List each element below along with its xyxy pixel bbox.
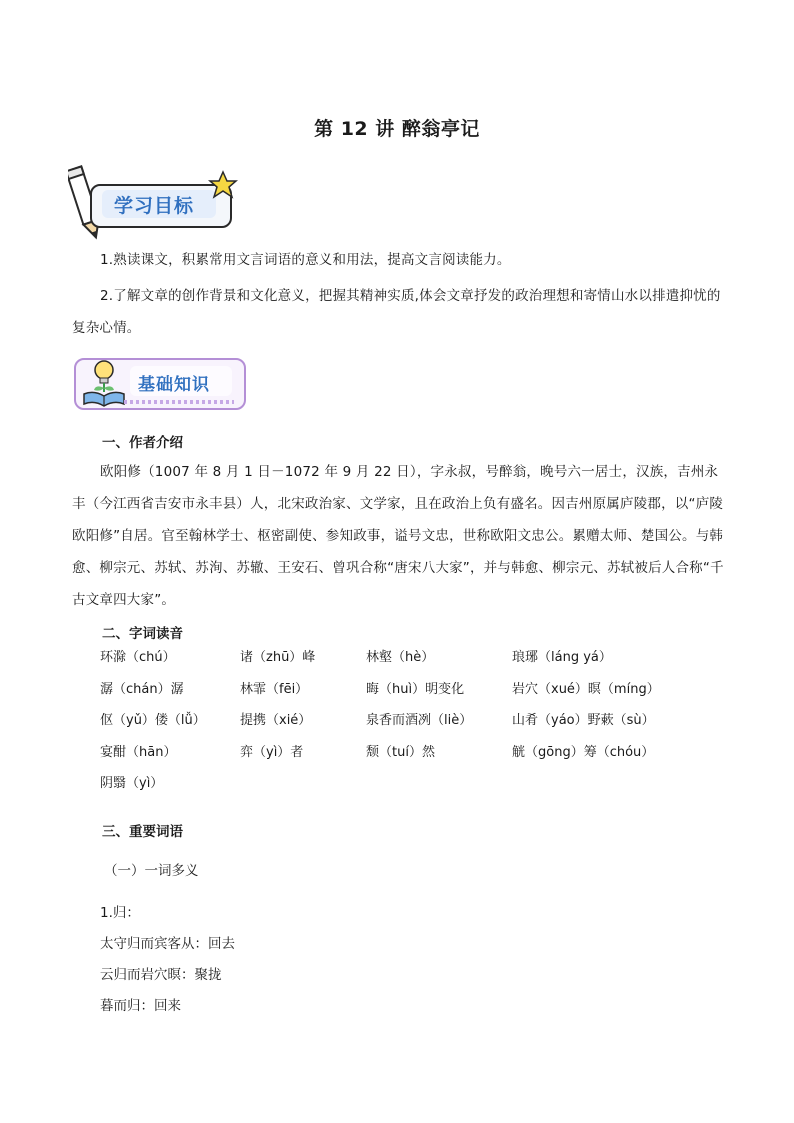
vocab-example: 暮而归：回来	[100, 998, 181, 1014]
pronunciation-item: 诸（zhū）峰	[240, 650, 316, 665]
vocab-example: 云归而岩穴暝：聚拢	[100, 967, 222, 983]
pronunciation-item: 提携（xié）	[240, 713, 312, 728]
pronunciation-item: 林霏（fēi）	[240, 681, 309, 697]
pronunciation-item: 泉香而酒冽（liè）	[366, 713, 473, 728]
section-author-heading: 一、作者介绍	[102, 435, 183, 451]
pronunciation-row	[100, 772, 720, 804]
pronunciation-item: 潺（chán）潺	[100, 681, 184, 697]
basic-knowledge-banner	[74, 356, 254, 414]
section-pronunciation-heading: 二、字词读音	[102, 626, 183, 642]
pronunciation-row	[100, 646, 720, 678]
vocab-example: 太守归而宾客从：回去	[100, 936, 235, 952]
pronunciation-item: 林壑（hè）	[366, 650, 435, 665]
book-bulb-icon	[78, 356, 130, 410]
pronunciation-item: 弈（yì）者	[240, 744, 304, 760]
page-title: 第 12 讲 醉翁亭记	[314, 118, 480, 140]
pronunciation-item: 岩穴（xué）暝（míng）	[512, 681, 660, 697]
pronunciation-item: 宴酣（hān）	[100, 744, 177, 760]
pronunciation-item: 山肴（yáo）野蔌（sù）	[512, 713, 655, 728]
learning-goals-banner	[68, 160, 238, 240]
goal-2: 2.了解文章的创作背景和文化意义，把握其精神实质,体会文章抒发的政治理想和寄情山水以排遣抑忧的复杂心情。	[72, 288, 721, 336]
pronunciation-row	[100, 709, 720, 741]
pronunciation-item: 觥（gōng）筹（chóu）	[512, 744, 655, 760]
pronunciation-item: 琅琊（láng yá）	[512, 650, 612, 665]
pronunciation-item: 颓（tuí）然	[366, 744, 435, 760]
basics-banner-label: 基础知识	[138, 375, 210, 395]
pronunciation-row	[100, 741, 720, 773]
pronunciation-row	[100, 678, 720, 710]
goals-banner-label: 学习目标	[114, 195, 195, 217]
subsection-polysemy: （一）一词多义	[104, 863, 199, 879]
basics-banner-stripe	[124, 400, 234, 404]
vocab-item-heading: 1.归：	[100, 905, 140, 921]
author-paragraph: 欧阳修（1007 年 8 月 1 日－1072 年 9 月 22 日），字永叔，号醉翁，晚号六一居士，汉族，吉州永丰（今江西省吉安市永丰县）人，北宋政治家、文学家，且在政治上负有盛名。因吉州原属庐陵郡，以“庐陵欧阳修”自居。官至翰林学士、枢密副使、参知政事，谥号文忠，世称欧阳文忠公。累赠太师、楚国公。与韩愈、柳宗元、苏轼、苏洵、苏辙、王安石、曾巩合称“唐宋八大家”，并与韩愈、柳宗元、苏轼被后人合称“千古文章四大家”。	[72, 464, 724, 608]
pronunciation-table	[100, 646, 720, 804]
pronunciation-item: 伛（yǔ）偻（lǚ）	[100, 713, 206, 728]
star-icon	[208, 170, 238, 200]
section-vocabulary-heading: 三、重要词语	[102, 824, 183, 840]
pronunciation-item: 环滁（chú）	[100, 650, 176, 665]
goal-1: 1.熟读课文，积累常用文言词语的意义和用法，提高文言阅读能力。	[100, 252, 511, 268]
pronunciation-item: 阴翳（yì）	[100, 776, 164, 791]
pronunciation-item: 晦（huì）明变化	[366, 681, 465, 697]
